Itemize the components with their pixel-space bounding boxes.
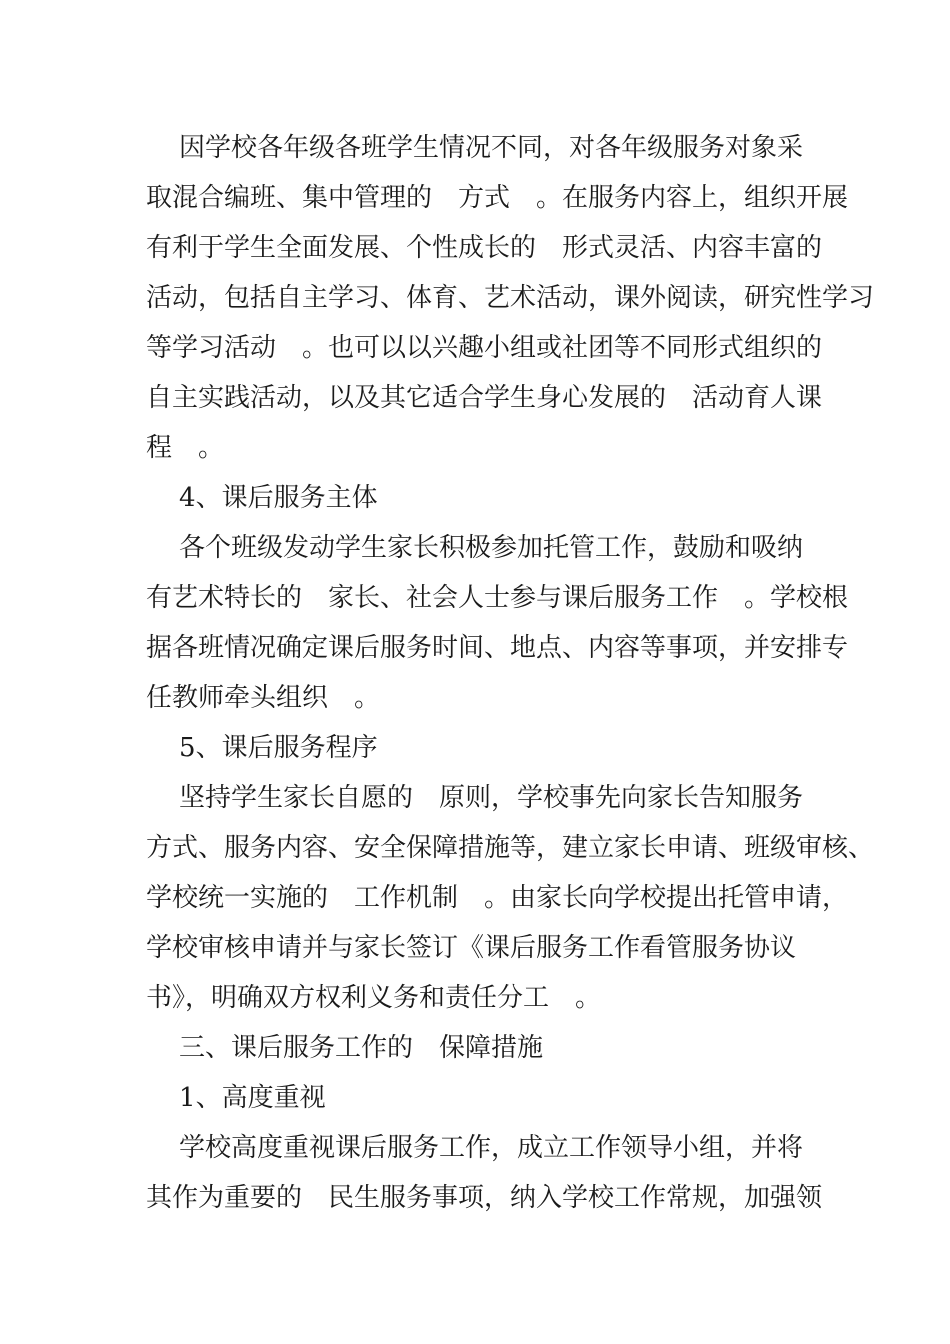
section-heading: 4、课后服务主体 xyxy=(146,483,378,513)
text-line: 据各班情况确定课后服务时间、地点、内容等事项，并安排专 xyxy=(146,633,849,663)
text-line: 各个班级发动学生家长积极参加托管工作，鼓励和吸纳 xyxy=(146,533,804,563)
text-line: 活动，包括自主学习、体育、艺术活动，课外阅读，研究性学习 xyxy=(146,283,875,313)
text-line: 其作为重要的 民生服务事项，纳入学校工作常规，加强领 xyxy=(146,1183,823,1213)
text-line: 任教师牵头组织 。 xyxy=(146,683,381,713)
text-line: 方式、服务内容、安全保障措施等，建立家长申请、班级审核、 xyxy=(146,833,875,863)
text-line: 学校高度重视课后服务工作，成立工作领导小组，并将 xyxy=(146,1133,804,1163)
section-heading: 三、课后服务工作的 保障措施 xyxy=(146,1033,544,1063)
text-line: 等学习活动 。也可以以兴趣小组或社团等不同形式组织的 xyxy=(146,333,823,363)
text-line: 学校统一实施的 工作机制 。由家长向学校提出托管申请， xyxy=(146,883,849,913)
text-line: 学校审核申请并与家长签订《课后服务工作看管服务协议 xyxy=(146,933,797,963)
text-line: 自主实践活动，以及其它适合学生身心发展的 活动育人课 xyxy=(146,383,823,413)
subsection-heading: 1、高度重视 xyxy=(146,1083,326,1113)
text-line: 坚持学生家长自愿的 原则，学校事先向家长告知服务 xyxy=(146,783,804,813)
text-line: 程 。 xyxy=(146,433,225,463)
text-line: 书》，明确双方权利义务和责任分工 。 xyxy=(146,983,602,1013)
section-heading: 5、课后服务程序 xyxy=(146,733,378,763)
text-line: 因学校各年级各班学生情况不同，对各年级服务对象采 xyxy=(146,133,804,163)
text-line: 有艺术特长的 家长、社会人士参与课后服务工作 。学校根 xyxy=(146,583,849,613)
text-line: 有利于学生全面发展、个性成长的 形式灵活、内容丰富的 xyxy=(146,233,823,263)
text-line: 取混合编班、集中管理的 方式 。在服务内容上，组织开展 xyxy=(146,183,849,213)
